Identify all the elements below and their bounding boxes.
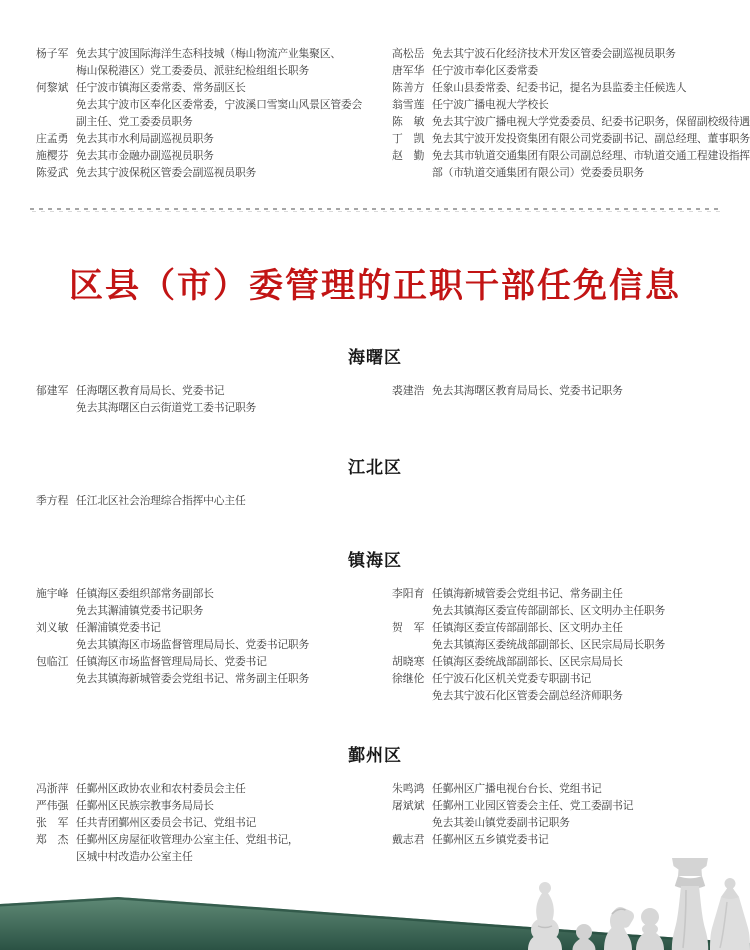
appointment-line: 任鄞州区五乡镇党委书记: [432, 834, 549, 846]
person-name: 严伟强: [36, 800, 69, 812]
appointment-text: [76, 798, 374, 815]
appointment-line: 任宁波石化区机关党委专职副书记: [432, 673, 591, 685]
appointment-text: [432, 148, 750, 182]
appointment-entry: [392, 148, 750, 182]
appointment-line: 免去其镇海区委宣传部副部长、区文明办主任职务: [432, 605, 666, 617]
appointment-entry: [36, 46, 374, 80]
appointment-line: 任镇海区委宣传部副部长、区文明办主任: [432, 622, 623, 634]
appointment-text: [432, 131, 750, 148]
appointment-entry: [36, 620, 374, 654]
appointment-entry: [36, 80, 374, 131]
appointment-text: [432, 97, 730, 114]
appointment-entry: [392, 131, 750, 148]
appointment-line: 任鄞州工业园区管委会主任、党工委副书记: [432, 800, 634, 812]
person-name: 张 军: [36, 817, 69, 829]
appointment-line: 任镇海区市场监督管理局局长、党委书记: [76, 656, 267, 668]
appointment-text: [76, 815, 374, 832]
appointment-entry: [392, 654, 730, 671]
appointment-entry: [392, 798, 730, 832]
section-header-镇海区: 镇海区: [348, 551, 402, 570]
appointment-line: 任江北区社会治理综合指挥中心主任: [76, 495, 246, 507]
appointment-line: 免去其宁波市区奉化区委常委，宁波溪口雪窦山风景区管委会: [76, 99, 363, 111]
section-columns: [0, 781, 750, 866]
appointment-entry: [392, 586, 730, 620]
section-header-鄞州区: 鄞州区: [348, 746, 402, 765]
person-name: 何黎斌: [36, 82, 69, 94]
section-right-column: [392, 586, 730, 705]
appointment-line: 免去其镇海区委统战部副部长、区民宗局局长职务: [432, 639, 666, 651]
appointment-entry: [392, 80, 730, 97]
appointment-line: 任宁波市奉化区委常委: [432, 65, 538, 77]
appointment-text: [432, 80, 730, 97]
person-name: 陈爱武: [36, 167, 69, 179]
appointment-entry: [392, 781, 730, 798]
person-name: 贺 军: [392, 622, 425, 634]
appointment-line: 任镇海区委组织部常务副部长: [76, 588, 214, 600]
chess-pieces-decoration: [528, 858, 750, 950]
green-table-band: [0, 897, 750, 950]
person-name: 包临江: [36, 656, 69, 668]
person-name: 唐军华: [392, 65, 425, 77]
appointment-entry: [36, 383, 374, 417]
section-left-column: [36, 493, 374, 510]
appointment-entry: [392, 97, 730, 114]
person-name: 施樱芬: [36, 150, 69, 162]
appointment-text: [76, 165, 374, 182]
appointment-entry: [36, 493, 374, 510]
appointment-text: [76, 654, 374, 688]
appointment-entry: [36, 586, 374, 620]
dashed-divider: [30, 208, 720, 212]
person-name: 朱鸣鸿: [392, 783, 425, 795]
appointment-text: [76, 148, 374, 165]
appointment-line: 免去其镇海区市场监督管理局局长、党委书记职务: [76, 639, 310, 651]
appointment-line: 副主任、党工委委员职务: [76, 116, 193, 128]
person-name: 杨子军: [36, 48, 69, 60]
appointment-line: 免去其澥浦镇党委书记职务: [76, 605, 204, 617]
appointment-line: 任鄞州区广播电视台台长、党组书记: [432, 783, 602, 795]
person-name: 丁 凯: [392, 133, 425, 145]
appointment-text: [432, 798, 730, 832]
section-columns: [0, 383, 750, 417]
appointment-text: [76, 131, 374, 148]
appointment-entry: [392, 832, 730, 849]
preamble-right-column: [392, 46, 750, 182]
appointment-entry: [36, 148, 374, 165]
appointment-text: [76, 586, 374, 620]
person-name: 胡晓寒: [392, 656, 425, 668]
section-header-江北区: 江北区: [348, 458, 402, 477]
appointment-line: 免去其市轨道交通集团有限公司副总经理、市轨道交通工程建设指挥: [432, 150, 750, 162]
appointment-entry: [392, 114, 750, 131]
section-header-海曙区: 海曙区: [348, 348, 402, 367]
appointment-line: 任镇海新城管委会党组书记、常务副主任: [432, 588, 623, 600]
section-right-column: [392, 383, 730, 417]
appointment-entry: [36, 781, 374, 798]
section-columns: [0, 493, 750, 510]
appointment-entry: [36, 832, 374, 866]
section-right-column: [392, 493, 730, 510]
person-name: 戴志君: [392, 834, 425, 846]
appointment-line: 梅山保税港区）党工委委员、派驻纪检组组长职务: [76, 65, 310, 77]
appointment-entry: [36, 131, 374, 148]
appointment-entry: [36, 654, 374, 688]
person-name: 徐继伦: [392, 673, 425, 685]
appointment-text: [76, 620, 374, 654]
appointment-entry: [392, 671, 730, 705]
appointment-line: 任宁波市镇海区委常委、常务副区长: [76, 82, 246, 94]
appointment-text: [432, 586, 730, 620]
section-left-column: [36, 383, 374, 417]
appointment-entry: [36, 165, 374, 182]
appointment-text: [432, 781, 730, 798]
appointment-line: 任鄞州区民族宗教事务局局长: [76, 800, 214, 812]
appointment-text: [432, 63, 730, 80]
section-left-column: [36, 586, 374, 705]
preamble-left-column: [36, 46, 374, 182]
appointment-entry: [36, 815, 374, 832]
appointment-line: 免去其宁波开发投资集团有限公司党委副书记、副总经理、董事职务: [432, 133, 750, 145]
appointment-text: [76, 46, 374, 80]
appointment-line: 免去其宁波国际海洋生态科技城（梅山物流产业集聚区、: [76, 48, 341, 60]
appointment-text: [76, 383, 374, 417]
appointment-line: 免去其宁波石化经济技术开发区管委会副巡视员职务: [432, 48, 676, 60]
person-name: 陈善方: [392, 82, 425, 94]
district-sections: [0, 343, 750, 866]
appointment-line: 免去其市金融办副巡视员职务: [76, 150, 214, 162]
appointment-line: 任鄞州区政协农业和农村委员会主任: [76, 783, 246, 795]
section-right-column: [392, 781, 730, 866]
appointment-line: 任澥浦镇党委书记: [76, 622, 161, 634]
section-columns: [0, 586, 750, 705]
appointment-entry: [392, 46, 730, 63]
appointment-line: 免去其姜山镇党委副书记职务: [432, 817, 570, 829]
person-name: 季方程: [36, 495, 69, 507]
appointment-text: [432, 654, 730, 671]
appointment-text: [432, 620, 730, 654]
page-title: 区县（市）委管理的正职干部任免信息: [69, 268, 681, 305]
appointment-line: 免去其宁波广播电视大学党委委员、纪委书记职务，保留副校级待遇: [432, 116, 750, 128]
appointment-line: 任镇海区委统战部副部长、区民宗局局长: [432, 656, 623, 668]
appointment-text: [76, 832, 374, 866]
person-name: 施宇峰: [36, 588, 69, 600]
appointment-text: [432, 46, 730, 63]
appointment-line: 免去其宁波保税区管委会副巡视员职务: [76, 167, 257, 179]
appointment-line: 免去其海曙区白云街道党工委书记职务: [76, 402, 257, 414]
appointment-line: 部（市轨道交通集团有限公司）党委委员职务: [432, 167, 644, 179]
appointment-text: [432, 383, 730, 400]
appointment-text: [76, 781, 374, 798]
person-name: 冯浙萍: [36, 783, 69, 795]
appointment-text: [432, 671, 730, 705]
appointment-text: [76, 493, 374, 510]
appointment-text: [76, 80, 374, 131]
appointment-entry: [36, 798, 374, 815]
person-name: 刘义敏: [36, 622, 69, 634]
person-name: 赵 勤: [392, 150, 425, 162]
appointment-entry: [392, 620, 730, 654]
person-name: 郑 杰: [36, 834, 69, 846]
person-name: 高松岳: [392, 48, 425, 60]
appointment-entry: [392, 383, 730, 400]
appointment-line: 任宁波广播电视大学校长: [432, 99, 549, 111]
person-name: 裘建浩: [392, 385, 425, 397]
appointment-line: 区城中村改造办公室主任: [76, 851, 193, 863]
appointment-line: 任海曙区教育局局长、党委书记: [76, 385, 225, 397]
appointment-text: [432, 832, 730, 849]
person-name: 翁雪莲: [392, 99, 425, 111]
appointment-text: [432, 114, 750, 131]
appointment-line: 任共青团鄞州区委员会书记、党组书记: [76, 817, 257, 829]
person-name: 庄孟勇: [36, 133, 69, 145]
person-name: 李阳育: [392, 588, 425, 600]
person-name: 屠斌斌: [392, 800, 425, 812]
appointment-entry: [392, 63, 730, 80]
appointment-line: 免去其宁波石化区管委会副总经济师职务: [432, 690, 623, 702]
preamble-section: [0, 0, 750, 182]
appointment-line: 任鄞州区房屋征收管理办公室主任、党组书记，: [76, 834, 299, 846]
person-name: 郁建军: [36, 385, 69, 397]
appointment-line: 免去其镇海新城管委会党组书记、常务副主任职务: [76, 673, 310, 685]
person-name: 陈 敏: [392, 116, 425, 128]
appointment-line: 免去其市水利局副巡视员职务: [76, 133, 214, 145]
appointment-line: 任象山县委常委、纪委书记，提名为县监委主任候选人: [432, 82, 687, 94]
appointment-line: 免去其海曙区教育局局长、党委书记职务: [432, 385, 623, 397]
section-left-column: [36, 781, 374, 866]
